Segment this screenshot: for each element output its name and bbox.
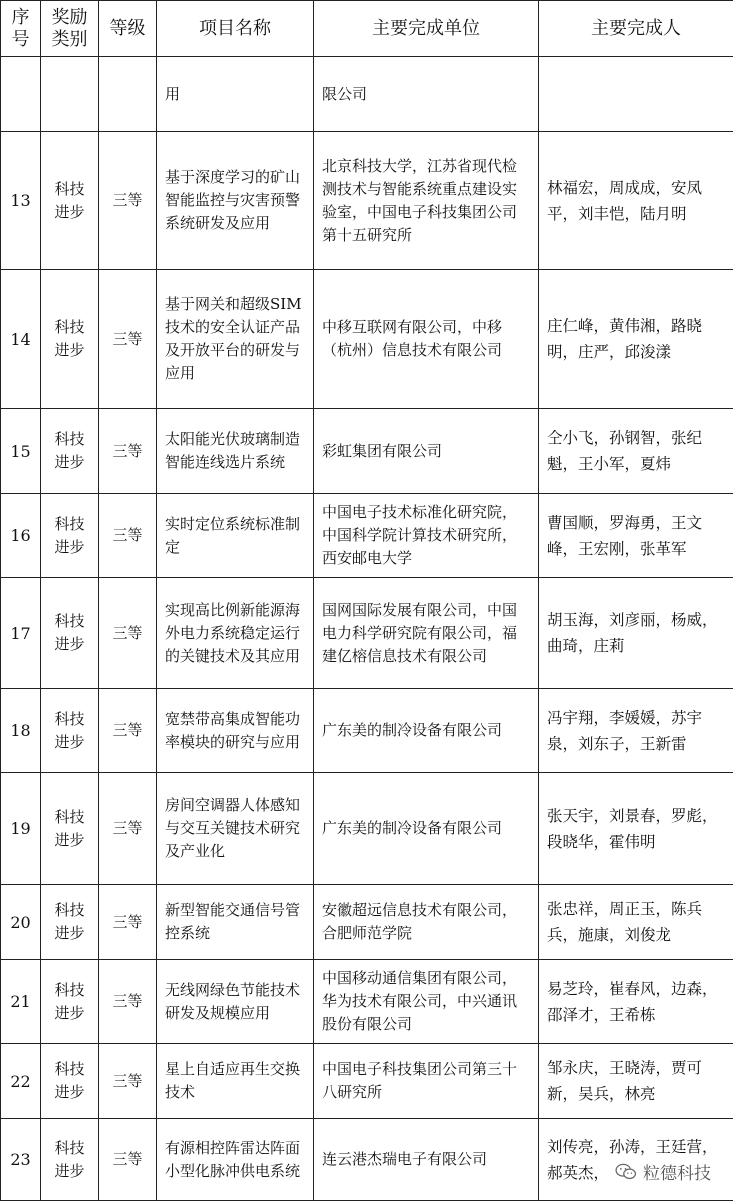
row-units: 国网国际发展有限公司，中国电力科学研究院有限公司，福建亿榕信息技术有限公司 <box>314 578 539 689</box>
row-category: 科技进步 <box>41 409 99 494</box>
table-row <box>1 494 733 578</box>
row-grade: 三等 <box>99 885 157 960</box>
row-seq: 13 <box>1 132 41 270</box>
header-row <box>1 1 733 57</box>
row-people: 仝小飞，孙钢智，张纪魁，王小军，夏炜 <box>539 409 733 494</box>
row-people: 刘传亮，孙涛，王廷营，郝英杰， <box>539 1119 733 1201</box>
row-grade: 三等 <box>99 773 157 885</box>
row-units: 中移互联网有限公司，中移（杭州）信息技术有限公司 <box>314 270 539 409</box>
row-category: 科技进步 <box>41 960 99 1044</box>
cont-units: 限公司 <box>314 57 539 132</box>
row-units: 北京科技大学，江苏省现代检测技术与智能系统重点建设实验室，中国电子科技集团公司第十五研究所 <box>314 132 539 270</box>
row-category: 科技进步 <box>41 885 99 960</box>
table-row <box>1 773 733 885</box>
row-people: 冯宇翔，李媛媛，苏宇泉，刘东子，王新雷 <box>539 689 733 773</box>
row-seq: 20 <box>1 885 41 960</box>
row-category: 科技进步 <box>41 132 99 270</box>
header-project: 项目名称 <box>157 1 314 57</box>
row-grade: 三等 <box>99 960 157 1044</box>
row-seq: 14 <box>1 270 41 409</box>
row-project: 基于网关和超级SIM 技术的安全认证产品及开放平台的研发与应用 <box>157 270 314 409</box>
row-category: 科技进步 <box>41 578 99 689</box>
row-project: 实时定位系统标准制定 <box>157 494 314 578</box>
row-people: 邹永庆，王晓涛，贾可新，吴兵，林亮 <box>539 1044 733 1119</box>
row-project: 新型智能交通信号管控系统 <box>157 885 314 960</box>
row-grade: 三等 <box>99 578 157 689</box>
row-seq: 18 <box>1 689 41 773</box>
row-units: 安徽超远信息技术有限公司，合肥师范学院 <box>314 885 539 960</box>
row-project: 星上自适应再生交换技术 <box>157 1044 314 1119</box>
row-category: 科技进步 <box>41 1119 99 1201</box>
header-seq: 序号 <box>1 1 41 57</box>
row-grade: 三等 <box>99 1119 157 1201</box>
row-units: 中国电子科技集团公司第三十八研究所 <box>314 1044 539 1119</box>
row-project: 有源相控阵雷达阵面小型化脉冲供电系统 <box>157 1119 314 1201</box>
table-row <box>1 960 733 1044</box>
row-seq: 19 <box>1 773 41 885</box>
table-row <box>1 1044 733 1119</box>
cont-seq <box>1 57 41 132</box>
row-units: 彩虹集团有限公司 <box>314 409 539 494</box>
row-people: 曹国顺，罗海勇，王文峰，王宏刚，张革军 <box>539 494 733 578</box>
row-units: 广东美的制冷设备有限公司 <box>314 689 539 773</box>
watermark <box>615 1159 711 1184</box>
table-row <box>1 270 733 409</box>
row-units: 广东美的制冷设备有限公司 <box>314 773 539 885</box>
row-project: 实现高比例新能源海外电力系统稳定运行的关键技术及其应用 <box>157 578 314 689</box>
table-row <box>1 578 733 689</box>
continuation-row <box>1 57 733 132</box>
row-category: 科技进步 <box>41 494 99 578</box>
row-category: 科技进步 <box>41 270 99 409</box>
row-seq: 22 <box>1 1044 41 1119</box>
row-grade: 三等 <box>99 1044 157 1119</box>
row-grade: 三等 <box>99 689 157 773</box>
row-project: 宽禁带高集成智能功率模块的研究与应用 <box>157 689 314 773</box>
row-grade: 三等 <box>99 132 157 270</box>
cont-category <box>41 57 99 132</box>
row-people: 庄仁峰，黄伟湘，路晓明，庄严，邱浚漾 <box>539 270 733 409</box>
row-project: 太阳能光伏玻璃制造智能连线选片系统 <box>157 409 314 494</box>
wechat-icon <box>615 1163 637 1181</box>
watermark-text: 粒德科技 <box>643 1159 711 1184</box>
row-category: 科技进步 <box>41 1044 99 1119</box>
header-category: 奖励类别 <box>41 1 99 57</box>
row-project: 基于深度学习的矿山智能监控与灾害预警系统研发及应用 <box>157 132 314 270</box>
row-people: 张忠祥，周正玉，陈兵兵，施康，刘俊龙 <box>539 885 733 960</box>
row-project: 房间空调器人体感知与交互关键技术研究及产业化 <box>157 773 314 885</box>
row-people: 林福宏，周成成，安凤平，刘丰恺，陆月明 <box>539 132 733 270</box>
row-seq: 23 <box>1 1119 41 1201</box>
header-people: 主要完成人 <box>539 1 733 57</box>
row-category: 科技进步 <box>41 773 99 885</box>
row-category: 科技进步 <box>41 689 99 773</box>
cont-people <box>539 57 733 132</box>
cont-project: 用 <box>157 57 314 132</box>
table-row <box>1 885 733 960</box>
row-units: 中国电子技术标准化研究院，中国科学院计算技术研究所，西安邮电大学 <box>314 494 539 578</box>
row-grade: 三等 <box>99 494 157 578</box>
cont-grade <box>99 57 157 132</box>
row-seq: 17 <box>1 578 41 689</box>
row-grade: 三等 <box>99 270 157 409</box>
row-units: 连云港杰瑞电子有限公司 <box>314 1119 539 1201</box>
row-project: 无线网绿色节能技术研发及规模应用 <box>157 960 314 1044</box>
table-row <box>1 409 733 494</box>
row-units: 中国移动通信集团有限公司，华为技术有限公司，中兴通讯股份有限公司 <box>314 960 539 1044</box>
row-people: 胡玉海，刘彦丽，杨威，曲琦，庄莉 <box>539 578 733 689</box>
row-seq: 15 <box>1 409 41 494</box>
row-grade: 三等 <box>99 409 157 494</box>
row-people: 易芝玲，崔春风，边森，邵泽才，王希栋 <box>539 960 733 1044</box>
row-seq: 16 <box>1 494 41 578</box>
table-row <box>1 689 733 773</box>
row-people: 张天宇，刘景春，罗彪，段晓华，霍伟明 <box>539 773 733 885</box>
table-row <box>1 132 733 270</box>
header-units: 主要完成单位 <box>314 1 539 57</box>
header-grade: 等级 <box>99 1 157 57</box>
row-seq: 21 <box>1 960 41 1044</box>
